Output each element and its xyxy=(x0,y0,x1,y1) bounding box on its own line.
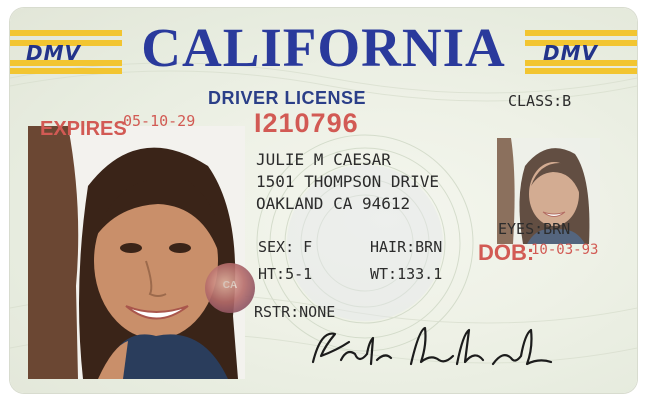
expires-label: EXPIRES xyxy=(40,118,127,140)
right-header-stripe xyxy=(525,30,637,74)
license-number: I210796 xyxy=(254,108,359,138)
license-class: CLASS:B xyxy=(508,92,572,110)
restrictions-field: RSTR:NONE xyxy=(254,303,336,321)
main-photo xyxy=(28,126,245,379)
id-card xyxy=(10,8,637,393)
eyes-field: EYES:BRN xyxy=(498,220,571,238)
dob-date: 10-03-93 xyxy=(531,242,599,258)
weight-field: WT:133.1 xyxy=(370,265,443,283)
dob-label: DOB: xyxy=(478,240,535,265)
sex-field: SEX: F xyxy=(258,238,313,256)
hologram-text: CA xyxy=(222,280,238,291)
address-line-1: 1501 THOMPSON DRIVE xyxy=(256,172,440,191)
dmv-mark-right: DMV xyxy=(543,41,598,65)
left-header-stripe xyxy=(10,30,122,74)
state-title: CALIFORNIA xyxy=(141,17,506,78)
dmv-mark-left: DMV xyxy=(26,41,81,65)
address-line-2: OAKLAND CA 94612 xyxy=(256,194,411,213)
height-field: HT:5-1 xyxy=(258,265,313,283)
hair-field: HAIR:BRN xyxy=(370,238,443,256)
signature-icon xyxy=(307,320,567,375)
holder-name: JULIE M CAESAR xyxy=(256,150,391,169)
expires-date: 05-10-29 xyxy=(123,112,196,130)
hologram-seal xyxy=(205,263,255,313)
portrait-icon xyxy=(28,126,245,379)
document-type: DRIVER LICENSE xyxy=(208,88,367,108)
